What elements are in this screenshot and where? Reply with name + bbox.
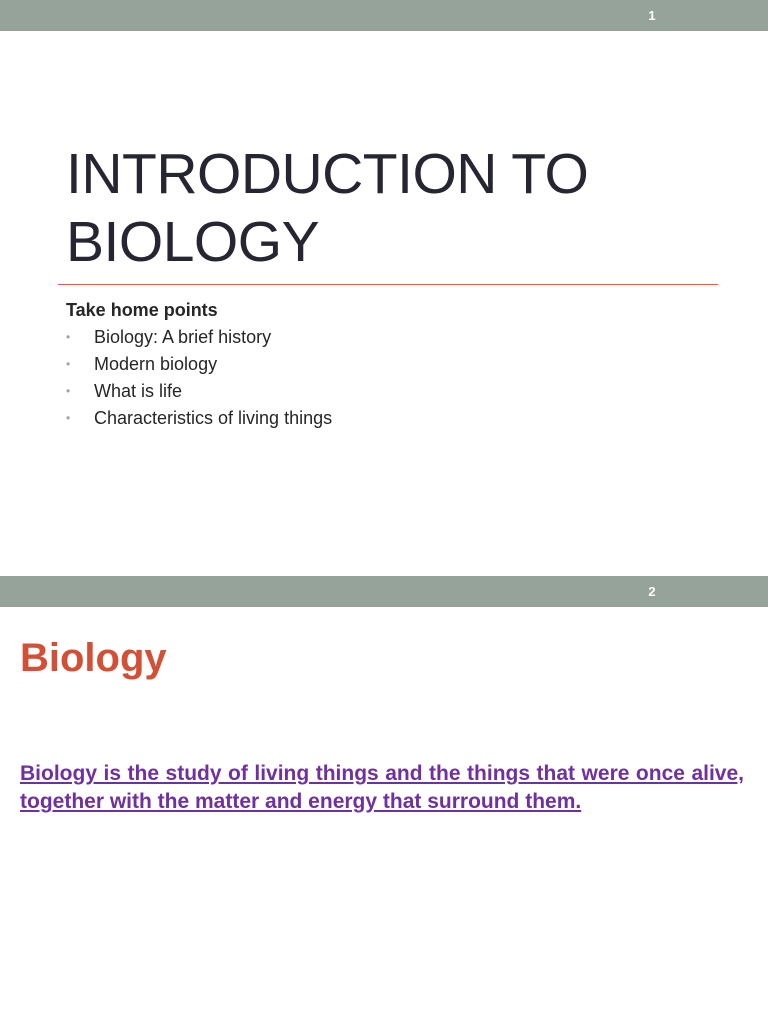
subheading: Take home points: [66, 300, 218, 320]
title-divider: [58, 284, 718, 285]
bullet-icon: •: [66, 411, 71, 425]
slide-title: [66, 140, 726, 276]
list-item-text: Biology: A brief history: [94, 327, 272, 347]
slide-number: 1: [648, 8, 656, 23]
bullet-icon: •: [66, 357, 71, 371]
bullet-icon: •: [66, 330, 71, 344]
list-item-text: What is life: [94, 381, 183, 401]
list-item: [66, 352, 332, 379]
list-item: [66, 379, 332, 406]
list-item: [66, 406, 332, 433]
list-item-text: Modern biology: [94, 354, 218, 374]
bullet-list: [66, 325, 332, 433]
definition-text: Biology is the study of living things and the things that were once alive, together with the matter and energy that surround them.: [20, 762, 744, 813]
slide-title-line: BIOLOGY: [66, 210, 320, 274]
slide-2: [0, 576, 768, 1024]
bullet-icon: •: [66, 384, 71, 398]
slide-header-bar: [0, 0, 768, 31]
slide-title: Biology: [20, 636, 167, 680]
list-item-text: Characteristics of living things: [94, 408, 333, 428]
slide-number: 2: [648, 584, 656, 599]
slide-title-line: INTRODUCTION TO: [66, 142, 589, 206]
slide-header-bar: [0, 576, 768, 607]
list-item: [66, 325, 332, 352]
